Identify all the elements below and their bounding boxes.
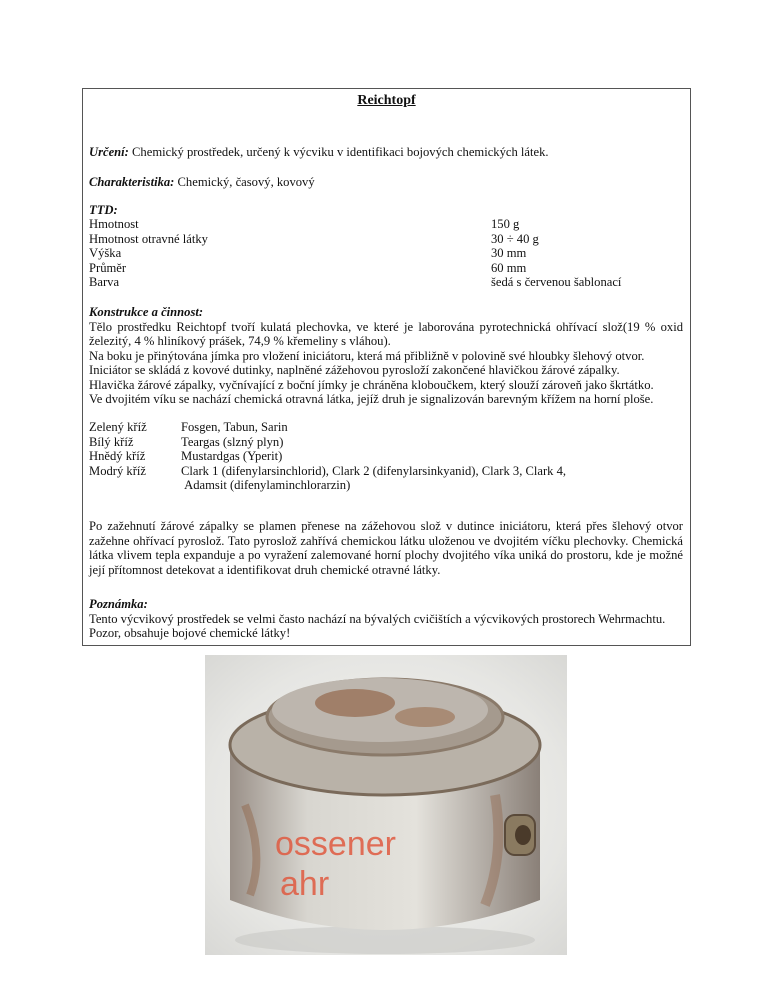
charakteristika-label: Charakteristika: (89, 175, 175, 189)
konstrukce-line: Na boku je přinýtována jímka pro vložení iniciátoru, která má přibližně v polovině své hloubky šlehový otvor. (89, 348, 645, 363)
cross-value: Fosgen, Tabun, Sarin (181, 420, 288, 434)
ttd-row (89, 232, 683, 247)
ttd-row (89, 246, 683, 261)
konstrukce-line: Tělo prostředku Reichtopf tvoří kulatá plechovka, ve které je laborována pyrotechnická ohřívací slož(19 % oxid železitý, 4 % hliníkový prášek, 74,9 % křemeliny s vláhou). (89, 319, 683, 348)
cross-value: Mustardgas (Yperit) (181, 449, 283, 463)
stencil-text: ossener (275, 825, 396, 863)
cross-value-line: Clark 1 (difenylarsinchlorid), Clark 2 (difenylarsinkyanid), Clark 3, Clark 4, (181, 463, 567, 478)
ttd-value: 30 ÷ 40 g (491, 231, 539, 246)
ttd-name: Barva (89, 275, 120, 289)
cross-value-line: Adamsit (difenylaminchlorarzin) (184, 478, 351, 492)
cross-row (89, 420, 683, 435)
ttd-name: Hmotnost otravné látky (89, 231, 208, 246)
konstrukce-line: Hlavička žárové zápalky, vyčnívající z boční jímky je chráněna kloboučkem, který slouží zároveň jako škrtátko. (89, 377, 654, 392)
cross-row (89, 449, 683, 464)
cross-row (89, 435, 683, 450)
cross-name: Modrý kříž (89, 463, 147, 478)
stencil-text: ahr (280, 865, 330, 903)
konstrukce-line: Ve dvojitém víku se nachází chemická otravná látka, jejíž druh je signalizován barevným křížem na horní ploše. (89, 392, 654, 406)
ttd-heading: TTD: (89, 203, 118, 217)
reichtopf-photo (205, 655, 567, 955)
cross-value (181, 464, 681, 493)
urceni-text: Chemický prostředek, určený k výcviku v identifikaci bojových chemických látek. (132, 145, 549, 159)
ttd-row (89, 275, 683, 290)
konstrukce-heading: Konstrukce a činnost: (89, 305, 204, 319)
cinnost-paragraph: Po zažehnutí žárové zápalky se plamen přenese na zážehovou slož v dutince iniciátoru, která přes šlehový otvor zažehne ohřívací pyroslož. Tato pyroslož zahřívá chemickou látku uloženou ve dvojitém víčku plechovky. Chemická látka vlivem tepla expanduje a po vyražení zalemované horní plochy dvojitého víka uniká do prostoru, kde je možné její přítomnost detekovat a identifikovat druh chemické otravné látky. (89, 519, 683, 577)
reichtopf-can-image (205, 655, 567, 955)
ttd-value: 150 g (491, 217, 520, 231)
urceni-label: Určení: (89, 145, 129, 159)
ttd-row (89, 261, 683, 276)
cross-value: Teargas (slzný plyn) (181, 434, 284, 449)
cross-name: Hnědý kříž (89, 449, 146, 463)
charakteristika-text: Chemický, časový, kovový (177, 175, 315, 189)
konstrukce-line: Iniciátor se skládá z kovové dutinky, naplněné zážehovou pyrosloží zakončené hlavičkou žárové zápalky. (89, 363, 620, 377)
ttd-name: Hmotnost (89, 217, 139, 231)
ttd-name: Výška (89, 246, 122, 260)
ttd-row (89, 217, 683, 232)
ttd-name: Průměr (89, 260, 127, 275)
document-box (82, 88, 691, 646)
cross-name: Zelený kříž (89, 420, 147, 434)
page-title: Reichtopf (357, 93, 416, 108)
poznamka-section (89, 597, 683, 641)
ttd-value: 30 mm (491, 246, 527, 260)
ttd-value: 60 mm (491, 260, 527, 275)
cross-row (89, 464, 683, 494)
poznamka-line: Pozor, obsahuje bojové chemické látky! (89, 626, 291, 640)
ttd-value: šedá s červenou šablonací (491, 275, 622, 289)
poznamka-line: Tento výcvikový prostředek se velmi často nachází na bývalých cvičištích a výcvikových prostorech Wehrmachtu. (89, 611, 666, 626)
charakteristika-line (89, 175, 315, 190)
poznamka-heading: Poznámka: (89, 597, 148, 611)
cross-name: Bílý kříž (89, 434, 134, 449)
konstrukce-section (89, 305, 683, 407)
urceni-line (89, 145, 549, 160)
